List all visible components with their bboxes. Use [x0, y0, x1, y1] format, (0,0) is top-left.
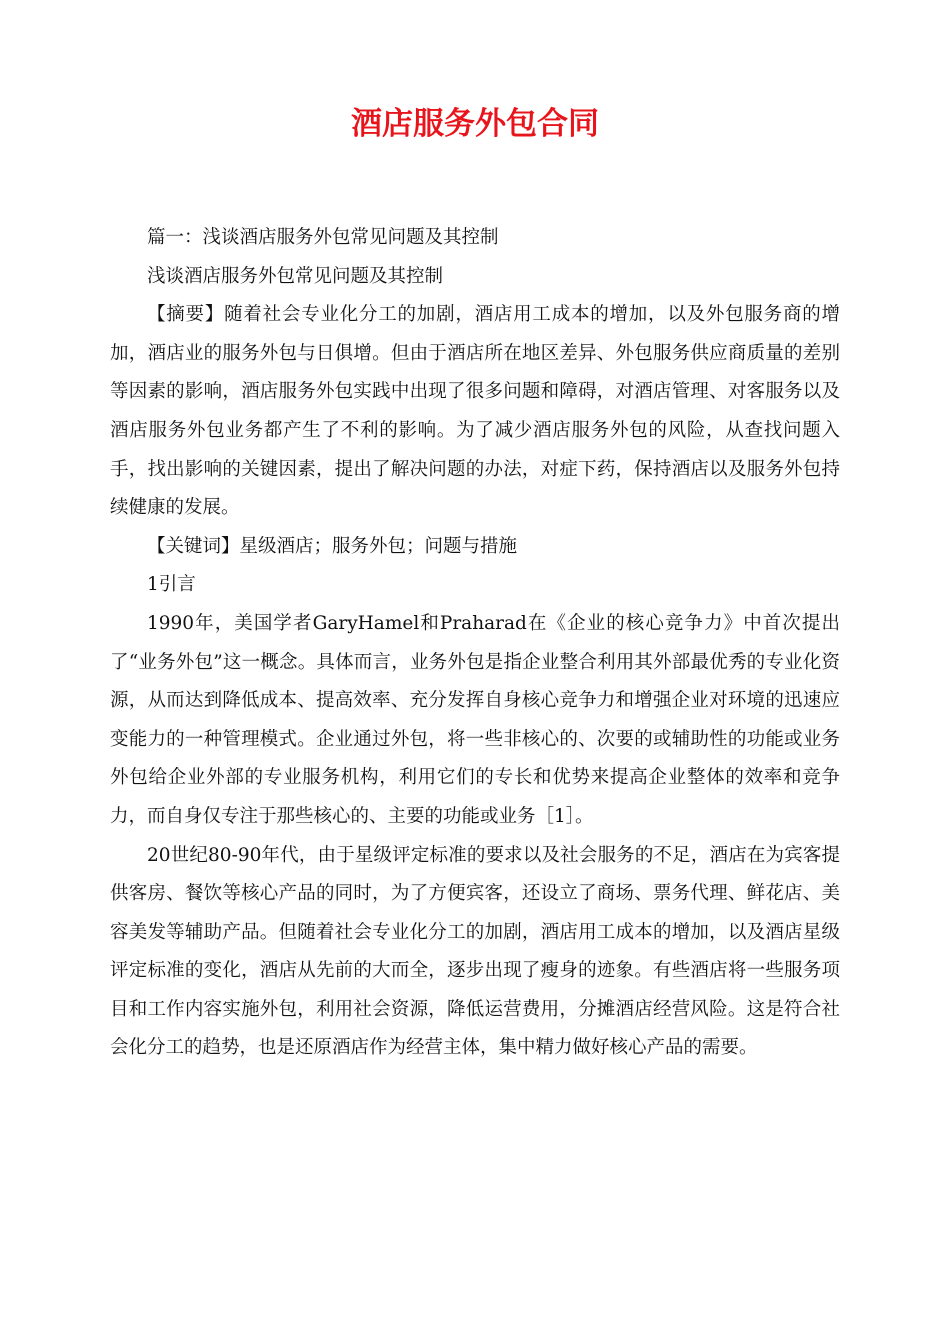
- body-paragraph: 20世纪80-90年代，由于星级评定标准的要求以及社会服务的不足，酒店在为宾客提供客房、餐饮等核心产品的同时，为了方便宾客，还设立了商场、票务代理、鲜花店、美容美发等辅助产品。但随着社会专业化分工的加剧，酒店用工成本的增加，以及酒店星级评定标准的变化，酒店从先前的大而全，逐步出现了瘦身的迹象。有些酒店将一些服务项目和工作内容实施外包，利用社会资源，降低运营费用，分摊酒店经营风险。这是符合社会化分工的趋势，也是还原酒店作为经营主体，集中精力做好核心产品的需要。: [110, 844, 840, 1059]
- keywords-paragraph: 【关键词】星级酒店；服务外包；问题与措施: [147, 535, 518, 557]
- section-heading: 篇一：浅谈酒店服务外包常见问题及其控制: [147, 227, 499, 248]
- document-title: 酒店服务外包合同: [351, 106, 599, 142]
- document-body: [110, 219, 840, 1068]
- body-paragraph: 1990年，美国学者GaryHamel和Praharad在《企业的核心竞争力》中首次提出了“业务外包”这一概念。具体而言，业务外包是指企业整合利用其外部最优秀的专业化资源，从而达到降低成本、提高效率、充分发挥自身核心竞争力和增强企业对环境的迅速应变能力的一种管理模式。企业通过外包，将一些非核心的、次要的或辅助性的功能或业务外包给企业外部的专业服务机构，利用它们的专长和优势来提高企业整体的效率和竞争力，而自身仅专注于那些核心的、主要的功能或业务［1］。: [110, 612, 840, 827]
- introduction-heading: 1引言: [147, 574, 196, 596]
- abstract-paragraph: 【摘要】随着社会专业化分工的加剧，酒店用工成本的增加，以及外包服务商的增加，酒店业的服务外包与日俱增。但由于酒店所在地区差异、外包服务供应商质量的差别等因素的影响，酒店服务外包实践中出现了很多问题和障碍，对酒店管理、对客服务以及酒店服务外包业务都产生了不利的影响。为了减少酒店服务外包的风险，从查找问题入手，找出影响的关键因素，提出了解决问题的办法，对症下药，保持酒店以及服务外包持续健康的发展。: [110, 304, 840, 519]
- article-title: 浅谈酒店服务外包常见问题及其控制: [147, 265, 444, 287]
